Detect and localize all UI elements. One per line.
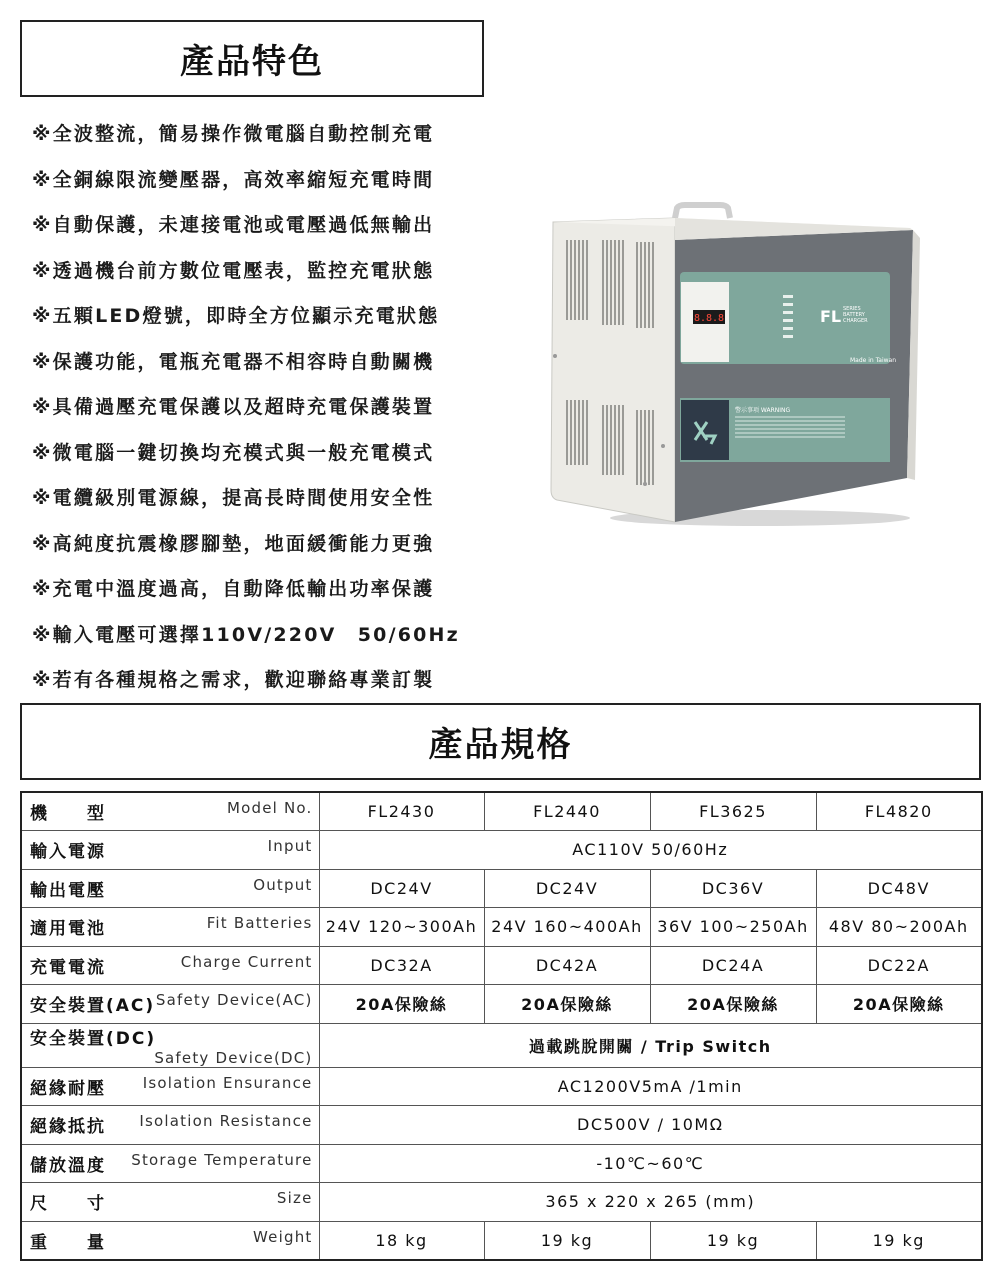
spec-value: DC24V	[319, 869, 484, 908]
feature-item: ※具備過壓充電保護以及超時充電保護裝置	[32, 396, 435, 418]
spec-value: DC500V / 10MΩ	[319, 1106, 982, 1145]
spec-label-en: Safety Device(AC)	[155, 991, 313, 1010]
table-row	[21, 792, 982, 831]
spec-value: 20A保險絲	[650, 985, 816, 1024]
spec-label	[21, 908, 319, 947]
spec-value: DC24A	[650, 946, 816, 985]
feature-list	[32, 112, 502, 704]
spec-label	[21, 1144, 319, 1183]
spec-value: 48V 80~200Ah	[816, 908, 982, 947]
table-row	[21, 946, 982, 985]
spec-value: 24V 120~300Ah	[319, 908, 484, 947]
feature-item: ※自動保護，未連接電池或電壓過低無輸出	[32, 214, 435, 236]
table-row	[21, 985, 982, 1024]
spec-value: 24V 160~400Ah	[484, 908, 650, 947]
spec-value: AC1200V5mA /1min	[319, 1067, 982, 1106]
spec-value: 365 x 220 x 265 (mm)	[319, 1183, 982, 1222]
specs-title: 產品規格	[20, 703, 981, 780]
spec-label	[21, 946, 319, 985]
spec-label-en: Storage Temperature	[131, 1150, 313, 1169]
spec-label-en: Isolation Resistance	[139, 1112, 313, 1131]
table-row	[21, 1067, 982, 1106]
feature-item: ※五顆LED燈號，即時全方位顯示充電狀態	[32, 305, 440, 327]
svg-text:Made in Taiwan: Made in Taiwan	[850, 357, 897, 364]
feature-item: ※電纜級別電源線，提高長時間使用安全性	[32, 487, 435, 509]
spec-value: 20A保險絲	[319, 985, 484, 1024]
spec-value: 19 kg	[484, 1221, 650, 1260]
features-title: 產品特色	[20, 20, 484, 97]
svg-text:BATTERY: BATTERY	[843, 312, 865, 318]
spec-label-en: Model No.	[226, 799, 313, 817]
spec-value: FL4820	[816, 792, 982, 831]
spec-label-en: Charge Current	[180, 952, 313, 971]
spec-label-en: Isolation Ensurance	[142, 1073, 313, 1092]
spec-label-zh: 充電電流	[30, 957, 106, 978]
spec-value: AC110V 50/60Hz	[319, 831, 982, 870]
feature-item: ※若有各種規格之需求，歡迎聯絡專業訂製	[32, 669, 435, 691]
feature-item: ※全銅線限流變壓器，高效率縮短充電時間	[32, 168, 435, 191]
spec-table	[20, 791, 983, 1261]
table-row	[21, 869, 982, 908]
table-row	[21, 1106, 982, 1145]
spec-label	[21, 1106, 319, 1145]
spec-value: 20A保險絲	[484, 985, 650, 1024]
spec-value: DC24V	[484, 869, 650, 908]
spec-value: 20A保險絲	[816, 985, 982, 1024]
spec-label-zh: 安全裝置(AC)	[30, 996, 156, 1017]
spec-label-zh: 輸出電壓	[30, 880, 106, 901]
spec-value: DC22A	[816, 946, 982, 985]
spec-value: 19 kg	[816, 1221, 982, 1260]
spec-label	[21, 792, 319, 831]
spec-value: DC36V	[650, 869, 816, 908]
table-row	[21, 1144, 982, 1183]
spec-label-zh: 輸入電源	[30, 842, 106, 863]
spec-label-zh: 適用電池	[30, 919, 106, 940]
spec-label	[21, 869, 319, 908]
spec-value: 18 kg	[319, 1221, 484, 1260]
feature-item: ※透過機台前方數位電壓表，監控充電狀態	[32, 259, 435, 282]
voltmeter-readout: 8.8.8	[693, 313, 725, 324]
spec-value: FL3625	[650, 792, 816, 831]
spec-value: -10℃~60℃	[319, 1144, 982, 1183]
spec-label-zh: 機 型	[30, 804, 106, 824]
brand-logo: FL	[820, 307, 842, 326]
svg-text:CHARGER: CHARGER	[843, 318, 868, 324]
spec-label	[21, 1221, 319, 1260]
spec-label-zh: 重 量	[30, 1232, 106, 1253]
spec-value: 36V 100~250Ah	[650, 908, 816, 947]
spec-label-zh: 絕緣抵抗	[30, 1117, 106, 1138]
feature-item: ※輸入電壓可選擇110V/220V 50/60Hz	[32, 623, 460, 646]
spec-value: FL2440	[484, 792, 650, 831]
table-row	[21, 908, 982, 947]
spec-label-en: Safety Device(DC)	[154, 1048, 313, 1067]
spec-label-zh: 儲放溫度	[30, 1155, 106, 1176]
feature-item: ※充電中溫度過高，自動降低輸出功率保護	[32, 578, 435, 600]
spec-value: DC42A	[484, 946, 650, 985]
spec-value: FL2430	[319, 792, 484, 831]
spec-value: DC32A	[319, 946, 484, 985]
spec-value: 19 kg	[650, 1221, 816, 1260]
feature-item: ※全波整流，簡易操作微電腦自動控制充電	[32, 123, 435, 145]
spec-label-en: Weight	[253, 1227, 313, 1246]
svg-text:SERIES: SERIES	[843, 306, 861, 312]
spec-label	[21, 1067, 319, 1106]
battery-charger-image	[545, 200, 920, 530]
table-row	[21, 1023, 982, 1067]
spec-label-zh: 安全裝置(DC)	[30, 1028, 157, 1049]
table-row	[21, 1221, 982, 1260]
spec-label-en: Fit Batteries	[206, 914, 313, 933]
spec-label-zh: 尺 寸	[30, 1194, 106, 1215]
table-row	[21, 1183, 982, 1222]
feature-item: ※高純度抗震橡膠腳墊，地面緩衝能力更強	[32, 532, 435, 555]
spec-value: DC48V	[816, 869, 982, 908]
spec-label	[21, 1023, 319, 1067]
spec-label-en: Output	[253, 875, 313, 894]
spec-label	[21, 985, 319, 1024]
spec-label-en: Input	[267, 837, 313, 856]
table-row	[21, 831, 982, 870]
feature-item: ※微電腦一鍵切換均充模式與一般充電模式	[32, 441, 435, 464]
spec-label-zh: 絕緣耐壓	[30, 1078, 106, 1099]
spec-label-en: Size	[276, 1189, 313, 1208]
spec-label	[21, 831, 319, 870]
feature-item: ※保護功能，電瓶充電器不相容時自動關機	[32, 350, 435, 373]
spec-label	[21, 1183, 319, 1222]
svg-text:警示事項 WARNING: 警示事項 WARNING	[735, 407, 791, 414]
spec-value: 過載跳脫開關 / Trip Switch	[319, 1023, 982, 1067]
